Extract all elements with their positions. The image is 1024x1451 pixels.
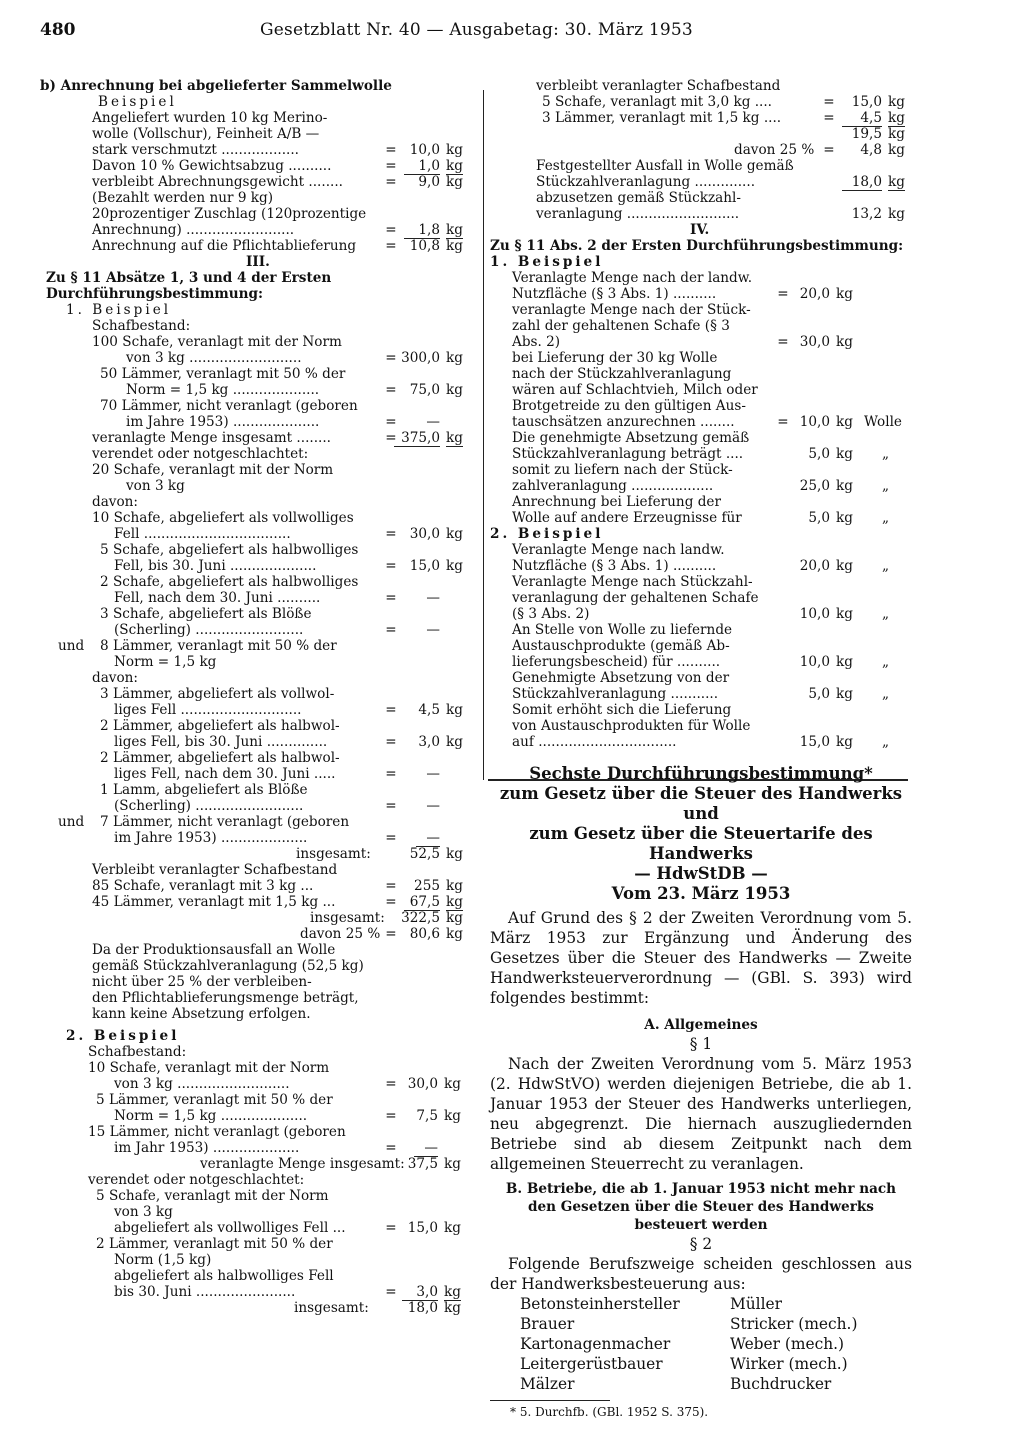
footnote: * 5. Durchfb. (GBl. 1952 S. 375). [510, 1405, 709, 1419]
calc-line: liges Fell, bis 30. Juni .............. = 3,0 kg [114, 734, 463, 750]
calc-line: Anrechnung) ......................... = 1,8 kg [92, 222, 463, 238]
calc-line: tauschsätzen anzurechnen ........ = 10,0 kg Wolle [512, 414, 902, 430]
calc-line: 85 Schafe, veranlagt mit 3 kg ... = 255 kg [92, 878, 463, 894]
text-line: somit zu liefern nach der Stück- [512, 462, 733, 478]
calc-line: (Scherling) ......................... = — [114, 798, 440, 814]
text-line: 20prozentiger Zuschlag (120prozentige [92, 206, 367, 222]
text-line: Veranlagte Menge nach landw. [512, 542, 725, 558]
calc-line: Norm = 1,5 kg .................... = 7,5 kg [114, 1108, 461, 1124]
text-line: von Austauschprodukten für Wolle [512, 718, 751, 734]
text-line: 5 Schafe, veranlagt mit der Norm [96, 1188, 329, 1204]
intro-paragraph: Auf Grund des § 2 der Zweiten Verordnung vom 5. März 1953 zur Ergänzung und Änderung des Gesetzes über die Steuer des Handwerks — Zweite Handwerksteuerverordnung — (GBl. S. 393) wird folgendes bestimmt: [490, 909, 912, 1007]
section-heading: b) Anrechnung bei abgelieferter Sammelwolle [40, 78, 392, 94]
section-number: IV. [690, 222, 710, 238]
calc-line: liges Fell, nach dem 30. Juni ..... = — [114, 766, 440, 782]
decree-title: Sechste Durchführungsbestimmung* zum Gesetz über die Steuer des Handwerks und zum Gesetz über die Steuertarife des Handwerks — HdwStDB — Vom 23. März 1953 [499, 764, 903, 903]
calc-line: und 8 Lämmer, veranlagt mit 50 % der [58, 638, 337, 654]
text-line: zahl der gehaltenen Schafe (§ 3 [512, 318, 730, 334]
calc-line: insgesamt: 52,5 kg [296, 846, 463, 862]
paragraph-1-label: § 1 [689, 1035, 713, 1053]
text-line: 5 Schafe, abgeliefert als halbwolliges [100, 542, 359, 558]
example-label: 1. Beispiel [66, 302, 172, 318]
text-line: davon: [92, 494, 139, 510]
calc-line: insgesamt: 322,5 kg [310, 910, 463, 926]
text-line: Verbleibt veranlagter Schafbestand [92, 862, 338, 878]
text-line: 1 Lamm, abgeliefert als Blöße [100, 782, 308, 798]
footnote-rule [490, 1400, 610, 1401]
calc-line: Fell, nach dem 30. Juni .......... = — [114, 590, 440, 606]
list-item: Stricker (mech.) [730, 1315, 858, 1333]
calc-line: verbleibt Abrechnungsgewicht ........ = 9,0 kg [92, 174, 463, 190]
text-line: An Stelle von Wolle zu liefernde [512, 622, 733, 638]
calc-line: Davon 10 % Gewichtsabzug .......... = 1,0 kg [92, 158, 463, 174]
list-item: Wirker (mech.) [730, 1355, 848, 1373]
paragraph-2-label: § 2 [689, 1235, 713, 1253]
text-line: 50 Lämmer, veranlagt mit 50 % der [100, 366, 346, 382]
calc-line: stark verschmutzt .................. = 10,0 kg [92, 142, 463, 158]
calc-line: veranlagung .......................... 13,2 kg [536, 206, 905, 222]
text-line: Genehmigte Absetzung von der [512, 670, 730, 686]
text-line: 3 Lämmer, abgeliefert als vollwol- [100, 686, 335, 702]
example-label: Beispiel [98, 94, 177, 110]
text-line: 2 Lämmer, abgeliefert als halbwol- [100, 750, 340, 766]
calc-line: 3 Lämmer, veranlagt mit 1,5 kg .... = 4,5 kg [542, 110, 905, 126]
calc-line: von 3 kg .......................... = 30,0 kg [114, 1076, 461, 1092]
text-line: Veranlagte Menge nach Stückzahl- [512, 574, 753, 590]
calc-line: 19,5 kg [851, 126, 905, 142]
text-line: 10 Schafe, veranlagt mit der Norm [88, 1060, 330, 1076]
list-item: Buchdrucker [730, 1375, 832, 1393]
text-line: 15 Lämmer, nicht veranlagt (geboren [88, 1124, 346, 1140]
left-column [40, 78, 476, 1316]
text-line: 2 Lämmer, veranlagt mit 50 % der [96, 1236, 333, 1252]
calc-line: (Scherling) ......................... = — [114, 622, 440, 638]
calc-line: auf ................................ 15,0 kg „ [512, 734, 890, 750]
list-item: Müller [730, 1295, 782, 1313]
text-line: 5 Lämmer, veranlagt mit 50 % der [96, 1092, 333, 1108]
calc-line: Wolle auf andere Erzeugnisse für 5,0 kg „ [512, 510, 890, 526]
calc-line: Abs. 2) = 30,0 kg [512, 334, 853, 350]
text-line: Festgestellter Ausfall in Wolle gemäß [536, 158, 794, 174]
text-line: veranlagte Menge nach der Stück- [512, 302, 751, 318]
paragraph-1-text: Nach der Zweiten Verordnung vom 5. März 1953 (2. HdwStVO) werden diejenigen Betriebe, die ab 1. Januar 1953 der Steuer des Handwerks unterliegen, neu abgegrenzt. Die hiernach auszugliedernden Betriebe sind ab diesem Zeitpunkt nach dem allgemeinen Steuerrecht zu veranlagen. [490, 1055, 912, 1173]
text-line: nicht über 25 % der verbleiben- [92, 974, 312, 990]
column-divider [483, 90, 484, 780]
text-line: Angeliefert wurden 10 kg Merino- [92, 110, 328, 126]
calc-line: Stückzahlveranlagung ........... 5,0 kg „ [512, 686, 890, 702]
calc-line: Anrechnung auf die Pflichtablieferung = 10,8 kg [92, 238, 463, 254]
text-line: veranlagung der gehaltenen Schafe [512, 590, 759, 606]
calc-line: 5 Schafe, veranlagt mit 3,0 kg .... = 15,0 kg [542, 94, 905, 110]
section-heading: Zu § 11 Abs. 2 der Ersten Durchführungsbestimmung: [490, 238, 904, 254]
text-line: Austauschprodukte (gemäß Ab- [512, 638, 730, 654]
calc-line: davon 25 % = 80,6 kg [300, 926, 463, 942]
calc-line: zahlveranlagung ................... 25,0 kg „ [512, 478, 890, 494]
calc-line: Norm = 1,5 kg .................... = 75,0 kg [126, 382, 463, 398]
text-line: Brotgetreide zu den gültigen Aus- [512, 398, 746, 414]
text-line: 10 Schafe, abgeliefert als vollwolliges [92, 510, 354, 526]
page-number: 480 [40, 20, 76, 40]
text-line: 2 Lämmer, abgeliefert als halbwol- [100, 718, 340, 734]
text-line: 20 Schafe, veranlagt mit der Norm [92, 462, 334, 478]
calc-line: Nutzfläche (§ 3 Abs. 1) .......... 20,0 kg „ [512, 558, 890, 574]
calc-line: von 3 kg .......................... = 300,0 kg [126, 350, 463, 366]
text-line: Somit erhöht sich die Lieferung [512, 702, 732, 718]
text-line: Da der Produktionsausfall an Wolle [92, 942, 336, 958]
calc-line: liges Fell ............................ = 4,5 kg [114, 702, 463, 718]
calc-line: veranlagte Menge insgesamt: 37,5 kg [200, 1156, 461, 1172]
text-line: wären auf Schlachtvieh, Milch oder [512, 382, 758, 398]
calc-line: Fell .................................. = 30,0 kg [114, 526, 463, 542]
list-item: Betonsteinhersteller [520, 1295, 680, 1313]
section-b-heading: B. Betriebe, die ab 1. Januar 1953 nicht mehr nach den Gesetzen über die Steuer des Handwerks besteuert werden [505, 1181, 897, 1233]
calc-line: im Jahr 1953) .................... = — [114, 1140, 438, 1156]
calc-line: im Jahre 1953) .................... = — [114, 830, 440, 846]
calc-line: abgeliefert als vollwolliges Fell ... = 15,0 kg [114, 1220, 461, 1236]
calc-line: insgesamt: 18,0 kg [294, 1300, 461, 1316]
text-line: 3 Schafe, abgeliefert als Blöße [100, 606, 312, 622]
section-number: III. [246, 254, 270, 270]
text-line: Schafbestand: [88, 1044, 187, 1060]
text-line: 100 Schafe, veranlagt mit der Norm [92, 334, 342, 350]
calc-line: (§ 3 Abs. 2) 10,0 kg „ [512, 606, 890, 622]
calc-line: Fell, bis 30. Juni .................... = 15,0 kg [114, 558, 463, 574]
list-item: Brauer [520, 1315, 575, 1333]
text-line: Die genehmigte Absetzung gemäß [512, 430, 750, 446]
calc-line: davon 25 % = 4,8 kg [734, 142, 905, 158]
text-line: abzusetzen gemäß Stückzahl- [536, 190, 741, 206]
text-line: verendet oder notgeschlachtet: [88, 1172, 305, 1188]
text-line: von 3 kg [126, 478, 185, 494]
calc-line: 45 Lämmer, veranlagt mit 1,5 kg ... = 67,5 kg [92, 894, 463, 910]
calc-line: Nutzfläche (§ 3 Abs. 1) .......... = 20,0 kg [512, 286, 853, 302]
text-line: Norm = 1,5 kg [114, 654, 217, 670]
text-line: 70 Lämmer, nicht veranlagt (geboren [100, 398, 358, 414]
text-line: Norm (1,5 kg) [114, 1252, 212, 1268]
right-column [490, 78, 912, 1420]
list-item: Kartonagenmacher [520, 1335, 671, 1353]
calc-line: und 7 Lämmer, nicht veranlagt (geboren [58, 814, 350, 830]
calc-line: lieferungsbescheid) für .......... 10,0 kg „ [512, 654, 890, 670]
text-line: von 3 kg [114, 1204, 173, 1220]
calc-line: Stückzahlveranlagung beträgt .... 5,0 kg „ [512, 446, 890, 462]
calc-line: veranlagte Menge insgesamt ........ = 375,0 kg [92, 430, 463, 446]
trade-list [490, 1294, 912, 1394]
list-item: Mälzer [520, 1375, 575, 1393]
text-line: verbleibt veranlagter Schafbestand [536, 78, 781, 94]
text-line: bei Lieferung der 30 kg Wolle [512, 350, 718, 366]
text-line: 2 Schafe, abgeliefert als halbwolliges [100, 574, 359, 590]
section-heading: Zu § 11 Absätze 1, 3 und 4 der Ersten Durchführungsbestimmung: [46, 270, 332, 302]
list-item: Weber (mech.) [730, 1335, 845, 1353]
example-label: 2. Beispiel [490, 526, 604, 542]
calc-line: bis 30. Juni ....................... = 3,0 kg [114, 1284, 461, 1300]
text-line: (Bezahlt werden nur 9 kg) [92, 190, 274, 206]
text-line: Veranlagte Menge nach der landw. [512, 270, 753, 286]
calc-line: Stückzahlveranlagung .............. 18,0 kg [536, 174, 905, 190]
text-line: den Pflichtablieferungsmenge beträgt, [92, 990, 359, 1006]
example-label: 2. Beispiel [66, 1028, 180, 1044]
gazette-title: Gesetzblatt Nr. 40 — Ausgabetag: 30. März 1953 [260, 20, 693, 40]
text-line: davon: [92, 670, 139, 686]
text-line: Anrechnung bei Lieferung der [512, 494, 721, 510]
text-line: nach der Stückzahlveranlagung [512, 366, 732, 382]
example-label: 1. Beispiel [490, 254, 604, 270]
paragraph-2-text: Folgende Berufszweige scheiden geschlossen aus der Handwerksbesteuerung aus: [490, 1255, 912, 1293]
text-line: verendet oder notgeschlachtet: [92, 446, 309, 462]
text-line: Schafbestand: [92, 318, 191, 334]
text-line: abgeliefert als halbwolliges Fell [114, 1268, 334, 1284]
calc-line: im Jahre 1953) .................... = — [126, 414, 440, 430]
text-line: wolle (Vollschur), Feinheit A/B — [92, 126, 320, 142]
text-line: kann keine Absetzung erfolgen. [92, 1006, 311, 1022]
list-item: Leitergerüstbauer [520, 1355, 663, 1373]
section-a-heading: A. Allgemeines [644, 1017, 758, 1033]
text-line: gemäß Stückzahlveranlagung (52,5 kg) [92, 958, 364, 974]
